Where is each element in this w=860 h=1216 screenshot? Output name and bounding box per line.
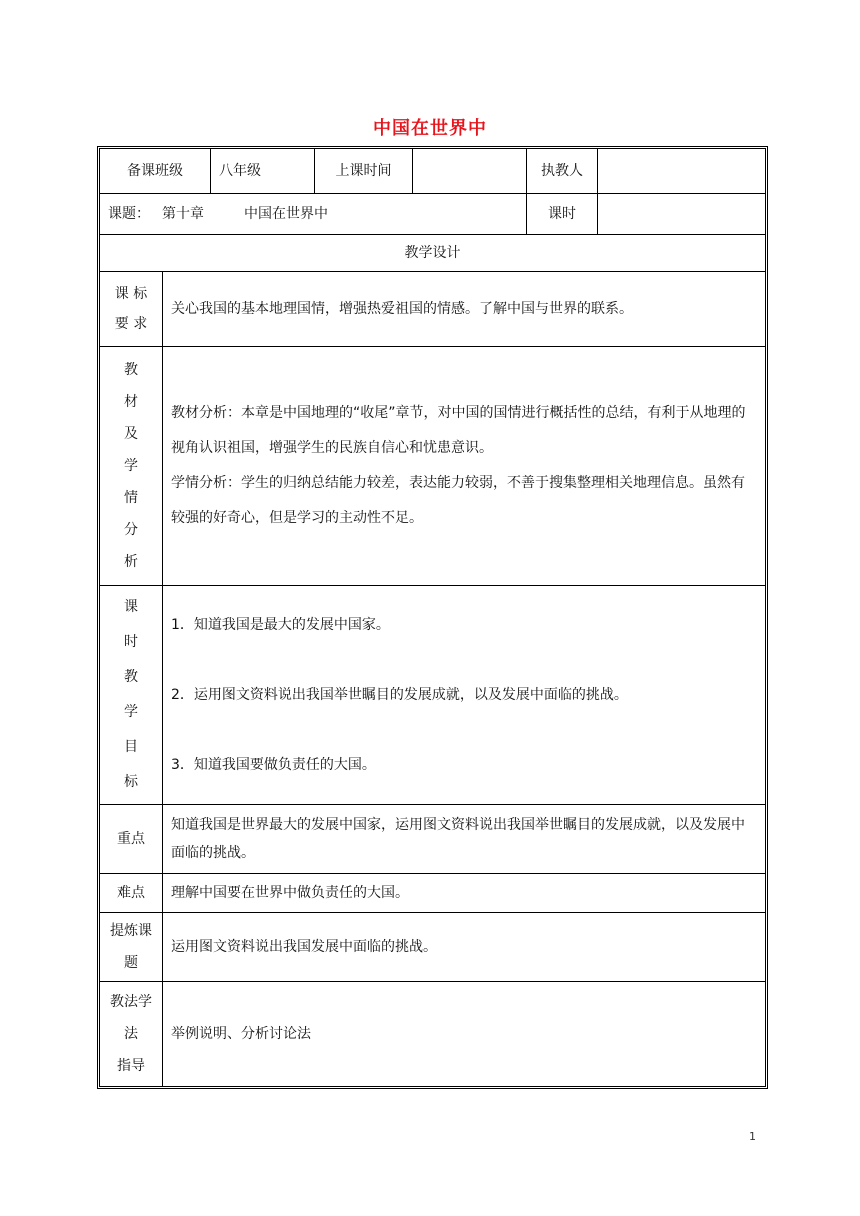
hours-label: 课时 [526, 194, 597, 234]
topic-row [100, 193, 765, 234]
standard-label-line1: 课 标 [114, 286, 148, 302]
teacher-label: 执教人 [526, 149, 597, 193]
standard-text: 关心我国的基本地理国情，增强热爱祖国的情感。了解中国与世界的联系。 [162, 272, 765, 346]
standard-label-line2: 要 求 [114, 316, 148, 332]
objectives-label-char: 课 [124, 599, 138, 615]
page-number: 1 [749, 1130, 756, 1143]
objectives-label [100, 586, 162, 804]
class-value: 八年级 [210, 149, 314, 193]
objectives-label-char: 教 [124, 669, 138, 685]
analysis-label [100, 347, 162, 585]
key-points-text: 知道我国是世界最大的发展中国家，运用图文资料说出我国举世瞩目的发展成就，以及发展中面临的挑战。 [162, 805, 765, 873]
design-heading: 教学设计 [404, 245, 461, 261]
topic-chapter: 第十章 [162, 206, 204, 222]
objective-item: 3．知道我国要做负责任的大国。 [171, 757, 376, 773]
time-value [412, 149, 526, 193]
topic-cell [100, 194, 526, 234]
student-analysis: 学情分析：学生的归纳总结能力较差，表达能力较弱，不善于搜集整理相关地理信息。虽然有较强的好奇心，但是学习的主动性不足。 [171, 475, 745, 526]
key-points-row [100, 804, 765, 873]
methods-label-line2: 法 [124, 1026, 138, 1042]
standard-row [100, 271, 765, 346]
difficulties-row [100, 873, 765, 912]
standard-label [100, 272, 162, 346]
objectives-label-char: 时 [124, 634, 138, 650]
analysis-label-char: 情 [124, 490, 138, 506]
analysis-content [162, 347, 765, 585]
topic-label: 课题： [108, 206, 150, 222]
refined-topic-label-line2: 题 [124, 955, 138, 971]
methods-row [100, 981, 765, 1086]
document-title: 中国在世界中 [373, 118, 487, 139]
analysis-label-char: 材 [124, 394, 138, 410]
analysis-label-char: 学 [124, 458, 138, 474]
design-heading-row [100, 234, 765, 271]
analysis-label-char: 及 [124, 426, 138, 442]
refined-topic-row [100, 912, 765, 981]
objectives-row [100, 585, 765, 804]
objective-item: 1．知道我国是最大的发展中国家。 [171, 617, 390, 633]
refined-topic-label-line1: 提炼课 [110, 923, 152, 939]
analysis-label-char: 析 [124, 554, 138, 570]
class-label: 备课班级 [127, 163, 183, 179]
refined-topic-text: 运用图文资料说出我国发展中面临的挑战。 [162, 913, 765, 981]
analysis-row [100, 346, 765, 585]
methods-text: 举例说明、分析讨论法 [162, 982, 765, 1086]
analysis-label-char: 分 [124, 522, 138, 538]
topic-name: 中国在世界中 [244, 206, 328, 222]
objectives-label-char: 标 [124, 774, 138, 790]
objective-item: 2．运用图文资料说出我国举世瞩目的发展成就，以及发展中面临的挑战。 [171, 687, 628, 703]
header-row [100, 149, 765, 193]
objectives-label-char: 学 [124, 704, 138, 720]
time-label: 上课时间 [314, 149, 412, 193]
hours-value [597, 194, 765, 234]
methods-label-line3: 指导 [117, 1058, 145, 1074]
objectives-content [162, 586, 765, 804]
refined-topic-label [100, 913, 162, 981]
objectives-label-char: 目 [124, 739, 138, 755]
key-points-label: 重点 [117, 831, 145, 847]
methods-label-line1: 教法学 [110, 994, 152, 1010]
analysis-label-char: 教 [124, 362, 138, 378]
difficulties-text: 理解中国要在世界中做负责任的大国。 [162, 874, 765, 912]
difficulties-label: 难点 [117, 885, 145, 901]
teacher-value [597, 149, 765, 193]
lesson-plan-table [97, 146, 768, 1089]
methods-label [100, 982, 162, 1086]
textbook-analysis: 教材分析：本章是中国地理的“收尾”章节，对中国的国情进行概括性的总结，有利于从地理的视角认识祖国，增强学生的民族自信心和忧患意识。 [171, 405, 746, 456]
